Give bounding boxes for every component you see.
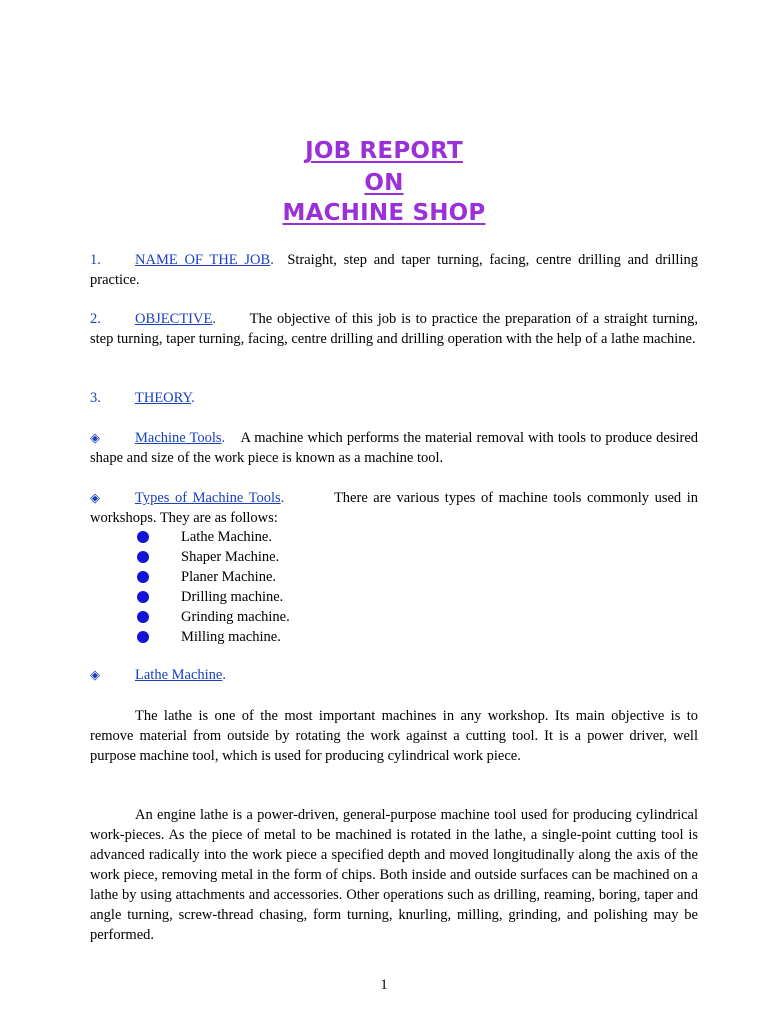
heading-punct: . <box>212 311 216 327</box>
heading-punct: . <box>222 667 226 683</box>
list-item <box>135 527 290 547</box>
subsection-heading: Machine Tools <box>135 430 222 446</box>
heading-punct: . <box>221 430 226 446</box>
list-item <box>135 627 290 647</box>
bullet-dot-icon <box>137 551 149 563</box>
bullet-dot-icon <box>137 631 149 643</box>
subsection-types-of-machine-tools <box>90 488 698 528</box>
section-theory <box>90 388 698 408</box>
diamond-bullet-icon: ◈ <box>90 490 100 505</box>
section-heading: OBJECTIVE <box>135 311 213 327</box>
subsection-machine-tools <box>90 428 698 468</box>
list-item <box>135 587 290 607</box>
list-item-text: Shaper Machine. <box>181 549 280 565</box>
lathe-paragraph-2 <box>90 805 698 945</box>
lathe-paragraph-1 <box>90 706 698 766</box>
list-item-text: Lathe Machine. <box>181 529 272 545</box>
list-item-text: Drilling machine. <box>181 589 284 605</box>
list-item <box>135 607 290 627</box>
section-number: 2. <box>90 311 101 327</box>
section-number: 1. <box>90 252 101 268</box>
report-title-line-3: MACHINE SHOP <box>282 200 486 226</box>
subsection-heading: Lathe Machine <box>135 667 223 683</box>
section-name-of-job <box>90 250 698 290</box>
list-item <box>135 547 290 567</box>
list-item-text: Planer Machine. <box>181 569 277 585</box>
subsection-text: A machine which performs the material removal with tools to produce desired shape and size of the work piece is known as a machine tool. <box>90 430 699 466</box>
list-item-text: Milling machine. <box>181 629 281 645</box>
heading-punct: . <box>191 390 195 406</box>
bullet-dot-icon <box>137 571 149 583</box>
report-title-line-2: ON <box>364 170 404 196</box>
section-text: Straight, step and taper turning, facing, centre drilling and drilling practice. <box>90 252 698 288</box>
section-number: 3. <box>90 390 101 406</box>
bullet-dot-icon <box>137 531 149 543</box>
list-item <box>135 567 290 587</box>
machine-types-list <box>135 527 290 647</box>
diamond-bullet-icon: ◈ <box>90 430 100 445</box>
list-item-text: Grinding machine. <box>181 609 290 625</box>
diamond-bullet-icon: ◈ <box>90 667 100 682</box>
bullet-dot-icon <box>137 591 149 603</box>
subsection-lathe-machine <box>90 665 698 685</box>
subsection-text: There are various types of machine tools commonly used in workshops. They are as follows: <box>90 490 698 526</box>
page-number: 1 <box>380 977 388 993</box>
section-objective <box>90 309 698 349</box>
report-title-line-1: JOB REPORT <box>305 138 463 164</box>
heading-punct: . <box>270 252 274 268</box>
heading-punct: . <box>280 490 285 506</box>
section-heading: NAME OF THE JOB <box>135 252 271 268</box>
paragraph-text: An engine lathe is a power-driven, general-purpose machine tool used for producing cylindrical work-pieces. As the piece of metal to be machined is rotated in the lathe, a single-point cutting tool is advanced radically into the work piece a specified depth and moved longitudinally along the axis of the work piece, removing metal in the form of chips. Both inside and outside surfaces can be machined on a lathe by using attachments and accessories. Other operations such as drilling, reaming, boring, taper and angle turning, screw-thread chasing, form turning, knurling, milling, grinding, and polishing may be performed. <box>90 807 698 943</box>
section-text: The objective of this job is to practice the preparation of a straight turning, step turning, taper turning, facing, centre drilling and drilling operation with the help of a lathe machine. <box>90 311 698 347</box>
bullet-dot-icon <box>137 611 149 623</box>
subsection-heading: Types of Machine Tools <box>135 490 281 506</box>
paragraph-text: The lathe is one of the most important machines in any workshop. Its main objective is to remove material from outside by rotating the work against a cutting tool. It is a power driver, well purpose machine tool, which is used for producing cylindrical work piece. <box>90 708 698 764</box>
section-heading: THEORY <box>135 390 192 406</box>
